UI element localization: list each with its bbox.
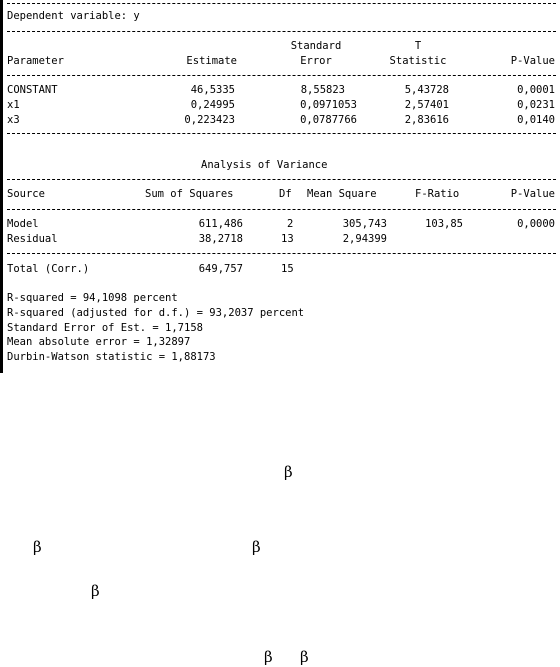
row-std-error: 0,0971053 [300, 99, 357, 111]
beta-symbol: β [284, 463, 293, 481]
anova-title: Analysis of Variance [201, 159, 328, 171]
row-sum-of-squares: 611,486 [198, 218, 243, 230]
row-parameter: x1 [7, 99, 20, 111]
beta-symbol: β [33, 538, 42, 556]
row-std-error: 8,55823 [300, 84, 345, 96]
header-std-error-top: Standard [290, 40, 342, 52]
row-estimate: 0,223423 [184, 114, 235, 126]
stat-mean-absolute-error: Mean absolute error = 1,32897 [7, 336, 191, 348]
divider [7, 179, 556, 180]
header-estimate: Estimate [186, 55, 237, 67]
row-t-statistic: 2,83616 [404, 114, 449, 126]
header-t-top: T [414, 40, 422, 52]
divider [7, 75, 556, 76]
beta-symbol: β [252, 538, 261, 556]
row-p-value: 0,0000 [517, 218, 555, 230]
header-df: Df [279, 188, 292, 200]
row-source: Residual [7, 233, 58, 245]
beta-symbol: β [91, 582, 100, 600]
row-p-value: 0,0231 [517, 99, 555, 111]
row-df: 13 [281, 233, 294, 245]
row-std-error: 0,0787766 [300, 114, 357, 126]
header-source: Source [7, 188, 45, 200]
stat-r-squared-adjusted: R-squared (adjusted for d.f.) = 93,2037 percent [7, 307, 305, 319]
row-df: 2 [287, 218, 294, 230]
row-p-value: 0,0140 [517, 114, 555, 126]
row-source: Model [7, 218, 39, 230]
header-sum-of-squares: Sum of Squares [145, 188, 234, 200]
divider [7, 3, 556, 4]
row-sum-of-squares: 649,757 [198, 263, 243, 275]
header-t-bottom: Statistic [389, 55, 447, 67]
header-parameter: Parameter [7, 55, 64, 67]
row-mean-square: 305,743 [342, 218, 387, 230]
header-anova-p-value: P-Value [510, 188, 555, 200]
row-estimate: 46,5335 [190, 84, 235, 96]
row-f-ratio: 103,85 [425, 218, 463, 230]
row-parameter: x3 [7, 114, 20, 126]
row-t-statistic: 5,43728 [404, 84, 449, 96]
header-std-error-bottom: Error [300, 55, 332, 67]
header-mean-square: Mean Square [307, 188, 377, 200]
row-p-value: 0,0001 [517, 84, 555, 96]
stat-durbin-watson: Durbin-Watson statistic = 1,88173 [7, 351, 216, 363]
beta-symbol: β [300, 648, 309, 666]
row-estimate: 0,24995 [190, 99, 235, 111]
row-source: Total (Corr.) [7, 263, 90, 275]
divider [7, 209, 556, 210]
dependent-variable-label: Dependent variable: y [7, 10, 140, 22]
row-mean-square: 2,94399 [342, 233, 387, 245]
divider [7, 133, 556, 134]
stat-standard-error: Standard Error of Est. = 1,7158 [7, 322, 203, 334]
row-t-statistic: 2,57401 [404, 99, 449, 111]
row-parameter: CONSTANT [7, 84, 58, 96]
beta-symbol: β [264, 648, 273, 666]
divider [7, 253, 556, 254]
stat-r-squared: R-squared = 94,1098 percent [7, 292, 178, 304]
header-p-value: P-Value [510, 55, 555, 67]
header-f-ratio: F-Ratio [415, 188, 460, 200]
row-sum-of-squares: 38,2718 [198, 233, 243, 245]
divider [7, 31, 556, 32]
row-df: 15 [281, 263, 294, 275]
